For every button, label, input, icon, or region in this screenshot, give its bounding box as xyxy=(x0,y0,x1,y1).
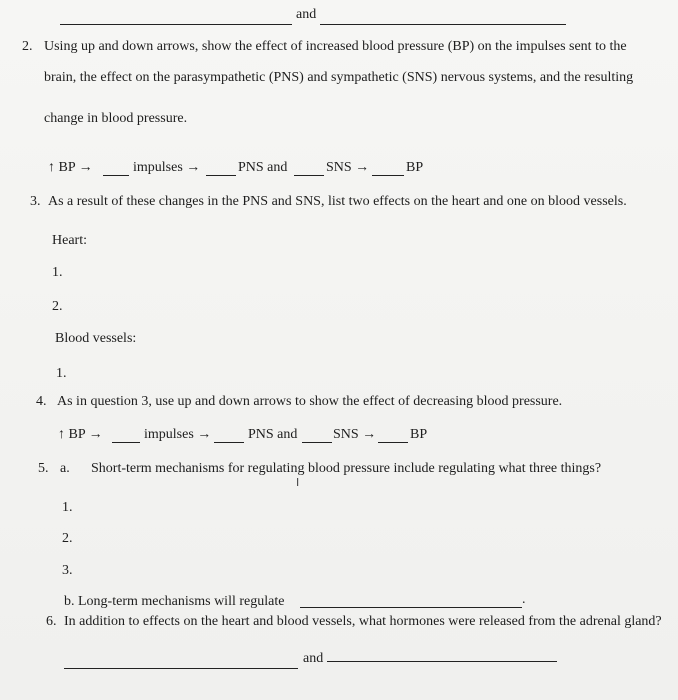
q2-seq-sns: SNS → xyxy=(326,160,370,175)
q6-answer-line-left[interactable] xyxy=(64,668,298,669)
q5-b-answer-line[interactable] xyxy=(300,607,522,608)
q6-and-label: and xyxy=(303,651,324,666)
q3-heart-label: Heart: xyxy=(52,233,87,248)
q4-seq-start: ↑ BP → xyxy=(58,427,103,442)
q3-heart-item-1: 1. xyxy=(52,265,63,280)
q4-blank-impulses[interactable] xyxy=(112,442,140,443)
answer-line-top-right[interactable] xyxy=(320,24,566,25)
q5-item-1: 1. xyxy=(62,500,73,515)
q4-seq-pns: PNS and xyxy=(248,427,298,442)
q5-item-2: 2. xyxy=(62,531,73,546)
top-and-label: and xyxy=(296,7,317,22)
q3-heart-item-2: 2. xyxy=(52,299,63,314)
q3-vessels-label: Blood vessels: xyxy=(55,331,137,346)
q5-b-text: b. Long-term mechanisms will regulate xyxy=(64,594,285,609)
q2-seq-pns: PNS and xyxy=(238,160,288,175)
q5-b-period: . xyxy=(522,592,526,607)
q4-text: As in question 3, use up and down arrows to show the effect of decreasing blood pressure. xyxy=(57,394,563,409)
q2-blank-impulses[interactable] xyxy=(103,175,129,176)
q2-number: 2. xyxy=(22,39,33,54)
q4-number: 4. xyxy=(36,394,47,409)
q4-seq-bp: BP xyxy=(410,427,428,442)
q6-number: 6. xyxy=(46,614,57,629)
q6-answer-line-right[interactable] xyxy=(327,661,557,662)
q2-seq-start: ↑ BP → xyxy=(48,160,93,175)
q2-blank-sns[interactable] xyxy=(294,175,324,176)
q3-number: 3. xyxy=(30,194,41,209)
answer-line-top-left[interactable] xyxy=(60,24,292,25)
q2-seq-bp: BP xyxy=(406,160,424,175)
q2-seq-impulses: impulses → xyxy=(133,160,201,175)
q2-text-line1: Using up and down arrows, show the effect of increased blood pressure (BP) on the impulses sent to the xyxy=(44,39,627,54)
q4-seq-sns: SNS → xyxy=(333,427,377,442)
q5-number: 5. xyxy=(38,461,49,476)
q5-a-text: Short-term mechanisms for regulating blood pressure include regulating what three things? xyxy=(91,461,602,476)
q6-text: In addition to effects on the heart and blood vessels, what hormones were released from the adrenal gland? xyxy=(64,614,662,629)
q4-seq-impulses: impulses → xyxy=(144,427,212,442)
q3-text: As a result of these changes in the PNS and SNS, list two effects on the heart and one on blood vessels. xyxy=(48,194,627,209)
q2-blank-bp[interactable] xyxy=(372,175,404,176)
text-cursor-icon: I xyxy=(296,476,300,489)
q4-blank-bp[interactable] xyxy=(378,442,408,443)
q3-vessel-item-1: 1. xyxy=(56,366,67,381)
q2-text-line3: change in blood pressure. xyxy=(44,111,188,126)
q5-item-3: 3. xyxy=(62,563,73,578)
q5-a-letter: a. xyxy=(60,461,70,476)
q2-blank-pns[interactable] xyxy=(206,175,236,176)
q4-blank-sns[interactable] xyxy=(302,442,332,443)
q2-text-line2: brain, the effect on the parasympathetic (PNS) and sympathetic (SNS) nervous systems, and the resulting xyxy=(44,70,634,85)
q4-blank-pns[interactable] xyxy=(214,442,244,443)
